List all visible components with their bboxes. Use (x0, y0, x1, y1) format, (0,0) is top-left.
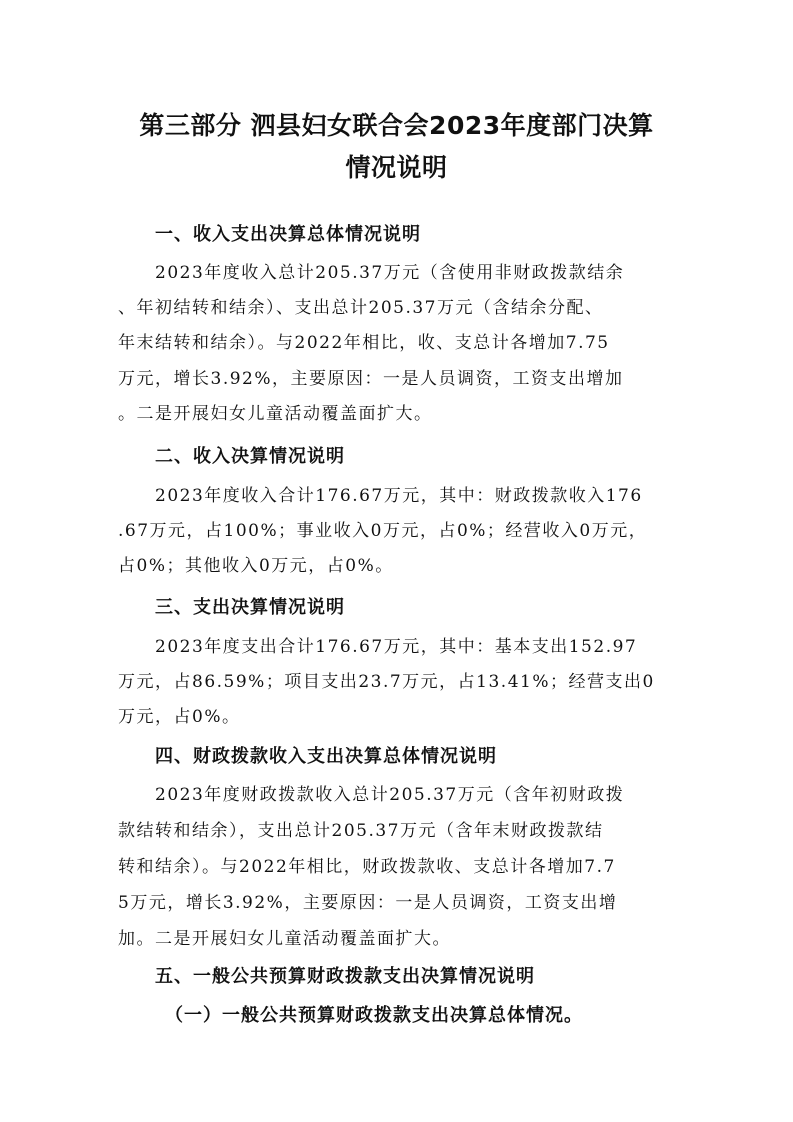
section-heading-income: 二、收入决算情况说明 (155, 446, 345, 467)
paragraph-line: 年末结转和结余）。与2022年相比，收、支总计各增加7.75 (118, 333, 610, 353)
paragraph-line: 。二是开展妇女儿童活动覆盖面扩大。 (118, 404, 433, 424)
paragraph-line: 占0%；其他收入0万元，占0%。 (118, 556, 394, 576)
paragraph-line: 万元，占86.59%；项目支出23.7万元，占13.41%；经营支出0 (118, 672, 655, 692)
section-heading-expenditure: 三、支出决算情况说明 (155, 597, 345, 618)
section-heading-income-expenditure-overview: 一、收入支出决算总体情况说明 (155, 224, 421, 245)
paragraph-line: 款结转和结余），支出总计205.37万元（含年末财政拨款结 (118, 821, 604, 841)
paragraph-line: 2023年度支出合计176.67万元，其中：基本支出152.97 (155, 637, 638, 657)
paragraph-line: 5万元，增长3.92%，主要原因：一是人员调资，工资支出增 (118, 893, 618, 913)
subsection-heading-overall: （一）一般公共预算财政拨款支出决算总体情况。 (165, 1005, 583, 1026)
paragraph-line: 2023年度财政拨款收入总计205.37万元（含年初财政拨 (155, 785, 625, 805)
paragraph-line: .67万元，占100%；事业收入0万元，占0%；经营收入0万元， (118, 521, 648, 541)
paragraph-line: 万元，占0%。 (118, 707, 241, 727)
paragraph-line: 转和结余）。与2022年相比，财政拨款收、支总计各增加7.7 (118, 857, 616, 877)
document-title-line2: 情况说明 (345, 153, 448, 182)
section-heading-fiscal-appropriation-overview: 四、财政拨款收入支出决算总体情况说明 (155, 746, 497, 767)
paragraph-line: 、年初结转和结余）、支出总计205.37万元（含结余分配、 (118, 298, 604, 318)
paragraph-line: 加。二是开展妇女儿童活动覆盖面扩大。 (118, 929, 451, 949)
document-title-line1: 第三部分 泗县妇女联合会2023年度部门决算 (139, 111, 654, 140)
paragraph-line: 2023年度收入合计176.67万元，其中：财政拨款收入176 (155, 486, 643, 506)
paragraph-line: 2023年度收入总计205.37万元（含使用非财政拨款结余 (155, 263, 625, 283)
paragraph-line: 万元，增长3.92%，主要原因：一是人员调资，工资支出增加 (118, 369, 624, 389)
section-heading-general-public-budget: 五、一般公共预算财政拨款支出决算情况说明 (155, 966, 535, 987)
